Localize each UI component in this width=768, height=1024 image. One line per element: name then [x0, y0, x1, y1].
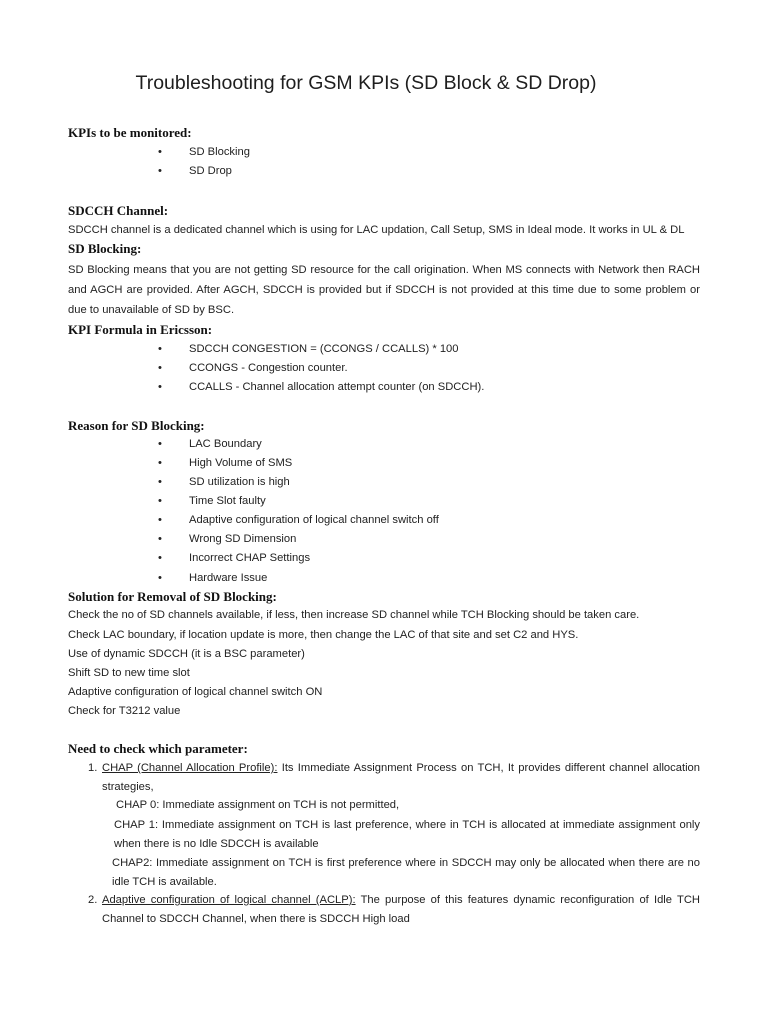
chap2-text: CHAP2: Immediate assignment on TCH is first preference where in SDCCH may only be allocated when there are no idle TCH is available. [112, 857, 700, 888]
bullet-icon: • [158, 362, 162, 374]
bullet-icon: • [158, 165, 162, 177]
bullet-icon: • [158, 343, 162, 355]
chap0-text: CHAP 0: Immediate assignment on TCH is not permitted, [116, 799, 400, 811]
bullet-icon: • [158, 572, 162, 584]
bullet-icon: • [158, 476, 162, 488]
bullet-icon: • [158, 514, 162, 526]
sdcch-text: SDCCH channel is a dedicated channel which is using for LAC updation, Call Setup, SMS in Ideal mode. It works in UL & DL [68, 224, 685, 236]
bullet-icon: • [158, 381, 162, 393]
bullet-icon: • [158, 495, 162, 507]
solution-line: Check the no of SD channels available, if less, then increase SD channel while TCH Blocking should be taken care. [68, 609, 640, 621]
kpi-formula-heading: KPI Formula in Ericsson: [68, 322, 213, 337]
chap-term: CHAP (Channel Allocation Profile): [102, 762, 278, 774]
bullet-icon: • [158, 457, 162, 469]
list-number: 1. [88, 762, 98, 774]
solution-line: Adaptive configuration of logical channel switch ON [68, 686, 323, 698]
reasons-heading: Reason for SD Blocking: [68, 418, 205, 433]
param-item-chap: 1. CHAP (Channel Allocation Profile): Its Immediate Assignment Process on TCH, It provides different channel allocation strategies, [88, 759, 700, 797]
param-item-aclp: 2. Adaptive configuration of logical channel (ACLP): The purpose of this features dynamic reconfiguration of Idle TCH Channel to SDCCH Channel, when there is SDCCH High load [88, 891, 700, 929]
aclp-term: Adaptive configuration of logical channel (ACLP): [102, 894, 356, 906]
solution-line: Use of dynamic SDCCH (it is a BSC parameter) [68, 648, 305, 660]
bullet-icon: • [158, 438, 162, 450]
sdcch-heading: SDCCH Channel: [68, 203, 169, 218]
page-title: Troubleshooting for GSM KPIs (SD Block & SD Drop) [135, 72, 597, 94]
chap1-text: CHAP 1: Immediate assignment on TCH is last preference, where in TCH is allocated at immediate assignment only when there is no Idle SDCCH is available [114, 819, 700, 850]
bullet-icon: • [158, 552, 162, 564]
solution-heading: Solution for Removal of SD Blocking: [68, 589, 277, 604]
bullet-icon: • [158, 146, 162, 158]
params-heading: Need to check which parameter: [68, 741, 248, 756]
solution-line: Shift SD to new time slot [68, 667, 190, 679]
bullet-icon: • [158, 533, 162, 545]
sd-blocking-heading: SD Blocking: [68, 241, 142, 256]
kpis-heading: KPIs to be monitored: [68, 125, 192, 140]
list-number: 2. [88, 894, 98, 906]
solution-line: Check for T3212 value [68, 705, 181, 717]
document-page: Troubleshooting for GSM KPIs (SD Block & SD Drop) KPIs to be monitored: • SD Blocking • SD Drop SDCCH Channel: SDCCH channel is a dedicated channel which is using for LAC updation, Call Setup, SMS in Ideal mode. It works in UL & DL SD Blocking: SD Blocking means that you are not getting SD resource for the call origination. When MS connects with Network then RACH and AGCH are provided. After AGCH, SDCCH is provided but if SDCCH is not provided at this time due to some problem or due to unavailable of SD by BSC. KPI Formula in Ericsson: • SDCCH CONGESTION = (CCONGS / CCALLS) * 100 • CCONGS - Congestion counter. • CCALLS - Channel allocation attempt counter (on SDCCH). Reason for SD Blocking: • LAC Boundary • High Volume of SMS • SD utilization is high • Time Slot faulty • Adaptive configuration of logical channel switch off • Wrong SD Dimension • Incorrect CHAP Settings • Hardware Issue Solution for Removal of SD Blocking: Check the no of SD channels available, if less, then increase SD channel while TCH Blocking should be taken care. Check LAC boundary, if location update is more, then change the LAC of that site and set C2 and HYS. Use of dynamic SDCCH (it is a BSC parameter) Shift SD to new time slot Adaptive configuration of logical channel switch ON Check for T3212 value Need to check which parameter: 1. CHAP (Channel Allocation Profile): Its Immediate Assignment Process on TCH, It provides different channel allocation strategies, CHAP 0: Immediate assignment on TCH is not permitted, CHAP 1: Immediate assignment on TCH is last preference, where in TCH is allocated at immediate assignment only when there is no Idle SDCCH is available CHAP2: Immediate assignment on TCH is first preference where in SDCCH may only be allocated when there are no idle TCH is available. 2. Adaptive configuration of logical channel (ACLP): The purpose of this features dynamic reconfiguration of Idle TCH Channel to SDCCH Channel, when there is SDCCH High load [0, 0, 768, 1024]
sd-blocking-text: SD Blocking means that you are not getting SD resource for the call origination. When MS connects with Network then RACH and AGCH are provided. After AGCH, SDCCH is provided but if SDCCH is not provided at this time due to some problem or due to unavailable of SD by BSC. [68, 264, 700, 316]
solution-line: Check LAC boundary, if location update is more, then change the LAC of that site and set C2 and HYS. [68, 629, 579, 641]
